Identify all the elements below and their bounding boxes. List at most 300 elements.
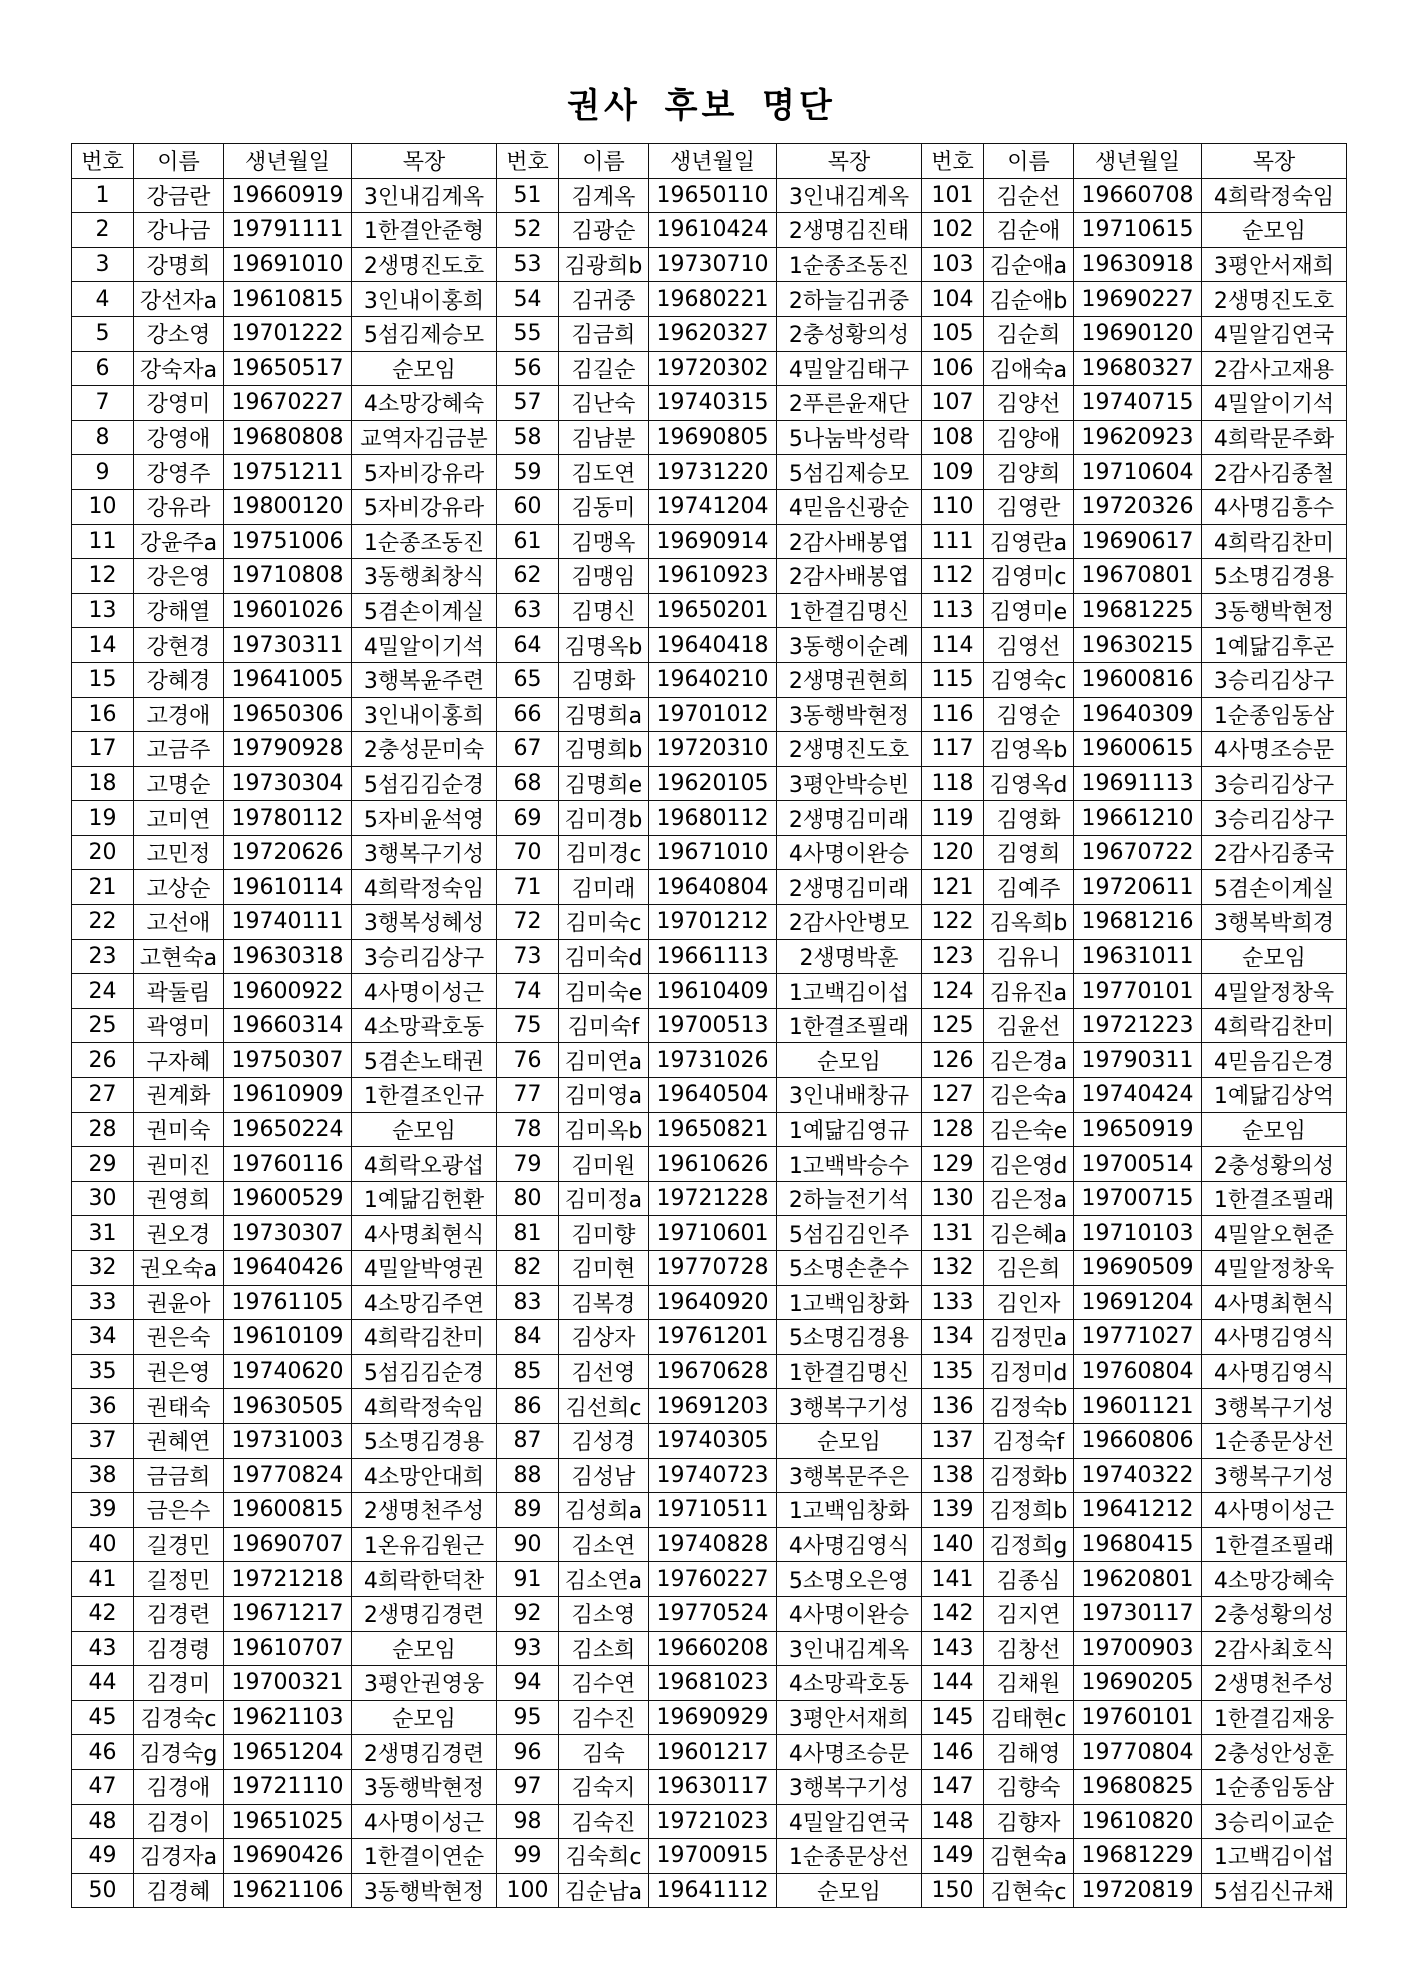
row-group: 2감사김종철	[1202, 455, 1347, 490]
header-group: 목장	[1202, 144, 1347, 179]
row-number: 62	[497, 559, 559, 594]
row-name: 김미옥b	[559, 1112, 649, 1147]
row-name: 길정민	[134, 1562, 224, 1597]
row-group: 5자비윤석영	[352, 801, 497, 836]
row-group: 4밀알오현준	[1202, 1216, 1347, 1251]
table-row	[497, 870, 922, 905]
row-group: 5소명오은영	[777, 1562, 922, 1597]
row-group: 1온유김원근	[352, 1527, 497, 1562]
row-number: 12	[72, 559, 134, 594]
row-number: 37	[72, 1423, 134, 1458]
row-number: 30	[72, 1181, 134, 1216]
row-group: 3승리김상구	[1202, 801, 1347, 836]
row-group: 4소망곽호동	[777, 1666, 922, 1701]
row-birthdate: 19610815	[224, 282, 352, 317]
row-number: 29	[72, 1147, 134, 1182]
row-birthdate: 19650110	[649, 178, 777, 213]
row-name: 김은경a	[984, 1043, 1074, 1078]
row-name: 고금주	[134, 732, 224, 767]
row-group: 4사명김흥수	[1202, 489, 1347, 524]
row-name: 김길순	[559, 351, 649, 386]
row-group: 3행복구기성	[777, 1769, 922, 1804]
row-name: 곽둘림	[134, 974, 224, 1009]
row-name: 김양희	[984, 455, 1074, 490]
row-name: 김유니	[984, 939, 1074, 974]
row-birthdate: 19641212	[1074, 1493, 1202, 1528]
row-name: 김성남	[559, 1458, 649, 1493]
row-group: 3행복구기성	[352, 835, 497, 870]
row-group: 1한결김명신	[777, 593, 922, 628]
row-name: 김경련	[134, 1596, 224, 1631]
row-number: 147	[922, 1769, 984, 1804]
row-group: 3동행박현정	[1202, 593, 1347, 628]
table-row	[72, 1804, 497, 1839]
table-row	[497, 524, 922, 559]
table-row	[922, 1769, 1347, 1804]
row-number: 110	[922, 489, 984, 524]
table-row	[922, 1008, 1347, 1043]
table-row	[922, 1354, 1347, 1389]
table-row	[72, 1181, 497, 1216]
row-name: 김영희	[984, 835, 1074, 870]
row-number: 104	[922, 282, 984, 317]
row-birthdate: 19790928	[224, 732, 352, 767]
row-name: 김은숙e	[984, 1112, 1074, 1147]
row-number: 114	[922, 628, 984, 663]
table-row	[72, 213, 497, 248]
row-name: 김미원	[559, 1147, 649, 1182]
row-name: 권혜연	[134, 1423, 224, 1458]
row-number: 89	[497, 1493, 559, 1528]
row-birthdate: 19800120	[224, 489, 352, 524]
row-number: 63	[497, 593, 559, 628]
row-birthdate: 19740424	[1074, 1078, 1202, 1113]
row-name: 김영란a	[984, 524, 1074, 559]
row-birthdate: 19680825	[1074, 1769, 1202, 1804]
row-number: 87	[497, 1423, 559, 1458]
table-row	[497, 1008, 922, 1043]
row-birthdate: 19670801	[1074, 559, 1202, 594]
row-birthdate: 19680327	[1074, 351, 1202, 386]
row-group: 2생명박훈	[777, 939, 922, 974]
row-name: 김영미c	[984, 559, 1074, 594]
row-birthdate: 19691113	[1074, 766, 1202, 801]
table-row	[922, 593, 1347, 628]
row-birthdate: 19600529	[224, 1181, 352, 1216]
row-birthdate: 19710103	[1074, 1216, 1202, 1251]
row-number: 73	[497, 939, 559, 974]
row-number: 31	[72, 1216, 134, 1251]
row-name: 김인자	[984, 1285, 1074, 1320]
row-name: 김미영a	[559, 1078, 649, 1113]
row-group: 4희락정숙임	[352, 1389, 497, 1424]
table-row	[72, 1700, 497, 1735]
row-group: 4소망곽호동	[352, 1008, 497, 1043]
row-number: 32	[72, 1251, 134, 1286]
row-name: 고민정	[134, 835, 224, 870]
row-number: 102	[922, 213, 984, 248]
row-group: 4밀알정창욱	[1202, 1251, 1347, 1286]
row-name: 고현숙a	[134, 939, 224, 974]
table-row	[922, 1700, 1347, 1735]
row-group: 4사명김영식	[1202, 1320, 1347, 1355]
row-birthdate: 19780112	[224, 801, 352, 836]
row-group: 4사명이성근	[352, 974, 497, 1009]
row-group: 3인내배창규	[777, 1078, 922, 1113]
table-row	[497, 420, 922, 455]
row-group: 3인내김계옥	[777, 1631, 922, 1666]
row-group: 1예닮김영규	[777, 1112, 922, 1147]
row-name: 김미숙c	[559, 905, 649, 940]
row-name: 김명희a	[559, 697, 649, 732]
table-row	[922, 1493, 1347, 1528]
table-row	[72, 1562, 497, 1597]
table-row	[922, 1112, 1347, 1147]
row-number: 76	[497, 1043, 559, 1078]
row-number: 15	[72, 662, 134, 697]
row-name: 강명희	[134, 247, 224, 282]
table-row	[497, 1493, 922, 1528]
row-number: 52	[497, 213, 559, 248]
table-row	[497, 1112, 922, 1147]
row-group: 2생명김경련	[352, 1596, 497, 1631]
row-number: 33	[72, 1285, 134, 1320]
table-row	[497, 1251, 922, 1286]
row-group: 1고백김이섭	[1202, 1839, 1347, 1874]
table-row	[72, 732, 497, 767]
row-birthdate: 19740322	[1074, 1458, 1202, 1493]
row-group: 3승리김상구	[1202, 766, 1347, 801]
row-name: 김영미e	[984, 593, 1074, 628]
table-row	[72, 766, 497, 801]
row-number: 21	[72, 870, 134, 905]
table-row	[922, 1389, 1347, 1424]
row-birthdate: 19730117	[1074, 1596, 1202, 1631]
row-birthdate: 19770824	[224, 1458, 352, 1493]
table-row	[922, 455, 1347, 490]
table-row	[72, 1354, 497, 1389]
row-group: 4사명김영식	[1202, 1354, 1347, 1389]
row-number: 51	[497, 178, 559, 213]
row-name: 김숙지	[559, 1769, 649, 1804]
row-number: 57	[497, 386, 559, 421]
row-birthdate: 19760804	[1074, 1354, 1202, 1389]
row-name: 김명화	[559, 662, 649, 697]
row-name: 강영미	[134, 386, 224, 421]
row-name: 김경자a	[134, 1839, 224, 1874]
row-birthdate: 19731026	[649, 1043, 777, 1078]
row-number: 132	[922, 1251, 984, 1286]
row-birthdate: 19620105	[649, 766, 777, 801]
table-row	[497, 1181, 922, 1216]
table-row	[72, 1043, 497, 1078]
row-name: 김성경	[559, 1423, 649, 1458]
row-number: 43	[72, 1631, 134, 1666]
table-row	[497, 1320, 922, 1355]
row-number: 111	[922, 524, 984, 559]
row-birthdate: 19640210	[649, 662, 777, 697]
table-row	[922, 1181, 1347, 1216]
row-birthdate: 19651204	[224, 1735, 352, 1770]
row-group: 4희락문주화	[1202, 420, 1347, 455]
table-row	[72, 1527, 497, 1562]
row-group: 3평안박승빈	[777, 766, 922, 801]
row-birthdate: 19610424	[649, 213, 777, 248]
row-number: 48	[72, 1804, 134, 1839]
row-birthdate: 19720302	[649, 351, 777, 386]
row-name: 강영주	[134, 455, 224, 490]
row-name: 강나금	[134, 213, 224, 248]
table-row	[72, 1389, 497, 1424]
table-row	[497, 213, 922, 248]
row-birthdate: 19720611	[1074, 870, 1202, 905]
table-row	[72, 1458, 497, 1493]
row-number: 39	[72, 1493, 134, 1528]
row-name: 김순선	[984, 178, 1074, 213]
row-name: 김정화b	[984, 1458, 1074, 1493]
row-birthdate: 19690426	[224, 1839, 352, 1874]
row-name: 김영숙c	[984, 662, 1074, 697]
table-row	[497, 282, 922, 317]
row-group: 3평안서재희	[777, 1700, 922, 1735]
table-row	[497, 1873, 922, 1908]
table-row	[72, 316, 497, 351]
row-birthdate: 19681229	[1074, 1839, 1202, 1874]
row-birthdate: 19710604	[1074, 455, 1202, 490]
table-row	[497, 1078, 922, 1113]
row-name: 김정희g	[984, 1527, 1074, 1562]
row-number: 142	[922, 1596, 984, 1631]
row-group: 4사명이성근	[352, 1804, 497, 1839]
row-group: 순모임	[352, 1112, 497, 1147]
row-birthdate: 19721023	[649, 1804, 777, 1839]
row-group: 2생명김미래	[777, 870, 922, 905]
row-name: 김미숙d	[559, 939, 649, 974]
row-birthdate: 19700903	[1074, 1631, 1202, 1666]
row-group: 1고백임창화	[777, 1285, 922, 1320]
row-name: 김정숙f	[984, 1423, 1074, 1458]
row-birthdate: 19751006	[224, 524, 352, 559]
row-number: 11	[72, 524, 134, 559]
row-number: 72	[497, 905, 559, 940]
row-number: 130	[922, 1181, 984, 1216]
row-number: 2	[72, 213, 134, 248]
row-name: 김영란	[984, 489, 1074, 524]
row-name: 고경애	[134, 697, 224, 732]
row-birthdate: 19660806	[1074, 1423, 1202, 1458]
header-group: 목장	[777, 144, 922, 179]
row-birthdate: 19740305	[649, 1423, 777, 1458]
row-name: 강금란	[134, 178, 224, 213]
row-name: 김미연a	[559, 1043, 649, 1078]
row-number: 75	[497, 1008, 559, 1043]
row-number: 45	[72, 1700, 134, 1735]
row-number: 109	[922, 455, 984, 490]
row-birthdate: 19761201	[649, 1320, 777, 1355]
table-row	[72, 1216, 497, 1251]
row-group: 5자비강유라	[352, 455, 497, 490]
table-row	[72, 628, 497, 663]
row-group: 3행복박희경	[1202, 905, 1347, 940]
row-birthdate: 19640804	[649, 870, 777, 905]
row-birthdate: 19710601	[649, 1216, 777, 1251]
table-row	[922, 1631, 1347, 1666]
row-name: 권미진	[134, 1147, 224, 1182]
table-row	[72, 455, 497, 490]
row-birthdate: 19661113	[649, 939, 777, 974]
table-row	[497, 489, 922, 524]
table-row	[922, 178, 1347, 213]
row-number: 70	[497, 835, 559, 870]
row-group: 3동행이순례	[777, 628, 922, 663]
row-name: 곽영미	[134, 1008, 224, 1043]
table-row	[497, 974, 922, 1009]
row-number: 146	[922, 1735, 984, 1770]
row-group: 2감사안병모	[777, 905, 922, 940]
row-group: 1순종문상선	[1202, 1423, 1347, 1458]
row-name: 김은희	[984, 1251, 1074, 1286]
row-birthdate: 19601217	[649, 1735, 777, 1770]
row-number: 54	[497, 282, 559, 317]
row-birthdate: 19670227	[224, 386, 352, 421]
table-row	[922, 316, 1347, 351]
row-name: 김선희c	[559, 1389, 649, 1424]
row-birthdate: 19701212	[649, 905, 777, 940]
row-birthdate: 19601026	[224, 593, 352, 628]
table-row	[497, 1216, 922, 1251]
row-name: 김은숙a	[984, 1078, 1074, 1113]
row-group: 1한결김재웅	[1202, 1700, 1347, 1735]
row-name: 강해열	[134, 593, 224, 628]
row-group: 4사명조승문	[1202, 732, 1347, 767]
row-group: 순모임	[352, 351, 497, 386]
table-row	[497, 697, 922, 732]
row-group: 4사명이성근	[1202, 1493, 1347, 1528]
row-number: 3	[72, 247, 134, 282]
row-birthdate: 19620327	[649, 316, 777, 351]
row-number: 101	[922, 178, 984, 213]
row-birthdate: 19760227	[649, 1562, 777, 1597]
table-row	[922, 559, 1347, 594]
table-row	[72, 1078, 497, 1113]
row-name: 김옥희b	[984, 905, 1074, 940]
row-number: 133	[922, 1285, 984, 1320]
row-name: 김성희a	[559, 1493, 649, 1528]
row-name: 김복경	[559, 1285, 649, 1320]
row-number: 108	[922, 420, 984, 455]
row-number: 34	[72, 1320, 134, 1355]
table-row	[497, 1735, 922, 1770]
row-name: 김유진a	[984, 974, 1074, 1009]
table-row	[497, 455, 922, 490]
row-group: 3동행박현정	[352, 1873, 497, 1908]
table-row	[72, 939, 497, 974]
row-name: 김영선	[984, 628, 1074, 663]
row-group: 1한결조인규	[352, 1078, 497, 1113]
row-number: 23	[72, 939, 134, 974]
row-name: 김난숙	[559, 386, 649, 421]
row-birthdate: 19661210	[1074, 801, 1202, 836]
row-group: 4밀알이기석	[1202, 386, 1347, 421]
row-group: 4희락한덕찬	[352, 1562, 497, 1597]
row-number: 145	[922, 1700, 984, 1735]
row-number: 143	[922, 1631, 984, 1666]
row-group: 2생명김경련	[352, 1735, 497, 1770]
table-row	[497, 386, 922, 421]
table-row	[497, 766, 922, 801]
table-row	[72, 1769, 497, 1804]
row-group: 4희락김찬미	[1202, 524, 1347, 559]
row-name: 김채원	[984, 1666, 1074, 1701]
row-group: 2하늘전기석	[777, 1181, 922, 1216]
row-birthdate: 19770524	[649, 1596, 777, 1631]
row-birthdate: 19691203	[649, 1389, 777, 1424]
row-name: 김미숙f	[559, 1008, 649, 1043]
row-name: 김양선	[984, 386, 1074, 421]
table-row	[72, 386, 497, 421]
row-group: 4사명이완승	[777, 835, 922, 870]
row-birthdate: 19700321	[224, 1666, 352, 1701]
header-birthdate: 생년월일	[224, 144, 352, 179]
row-number: 49	[72, 1839, 134, 1874]
row-group: 2감사배봉엽	[777, 524, 922, 559]
table-row	[922, 1216, 1347, 1251]
row-group: 4밀알김연국	[1202, 316, 1347, 351]
row-group: 1고백임창화	[777, 1493, 922, 1528]
row-birthdate: 19660208	[649, 1631, 777, 1666]
row-birthdate: 19721218	[224, 1562, 352, 1597]
table-row	[497, 316, 922, 351]
row-birthdate: 19650306	[224, 697, 352, 732]
row-birthdate: 19630505	[224, 1389, 352, 1424]
table-row	[72, 282, 497, 317]
row-group: 4밀알박영권	[352, 1251, 497, 1286]
row-birthdate: 19690707	[224, 1527, 352, 1562]
row-number: 139	[922, 1493, 984, 1528]
row-birthdate: 19610114	[224, 870, 352, 905]
header-row	[497, 144, 922, 179]
roster-table-3	[921, 143, 1347, 1908]
row-number: 64	[497, 628, 559, 663]
row-name: 권영희	[134, 1181, 224, 1216]
table-row	[922, 766, 1347, 801]
table-row	[922, 628, 1347, 663]
table-row	[922, 1666, 1347, 1701]
row-number: 116	[922, 697, 984, 732]
row-name: 김창선	[984, 1631, 1074, 1666]
row-group: 4밀알김태구	[777, 351, 922, 386]
header-name: 이름	[559, 144, 649, 179]
row-group: 3동행최창식	[352, 559, 497, 594]
row-number: 78	[497, 1112, 559, 1147]
row-birthdate: 19760101	[1074, 1700, 1202, 1735]
table-row	[922, 282, 1347, 317]
row-number: 42	[72, 1596, 134, 1631]
row-number: 77	[497, 1078, 559, 1113]
row-name: 김정숙b	[984, 1389, 1074, 1424]
row-number: 107	[922, 386, 984, 421]
row-group: 4사명최현식	[352, 1216, 497, 1251]
row-group: 5섬김제승모	[777, 455, 922, 490]
table-row	[72, 1596, 497, 1631]
row-name: 김숙희c	[559, 1839, 649, 1874]
row-number: 66	[497, 697, 559, 732]
row-group: 교역자김금분	[352, 420, 497, 455]
row-name: 김미정a	[559, 1181, 649, 1216]
header-row	[72, 144, 497, 179]
row-number: 148	[922, 1804, 984, 1839]
row-birthdate: 19640309	[1074, 697, 1202, 732]
